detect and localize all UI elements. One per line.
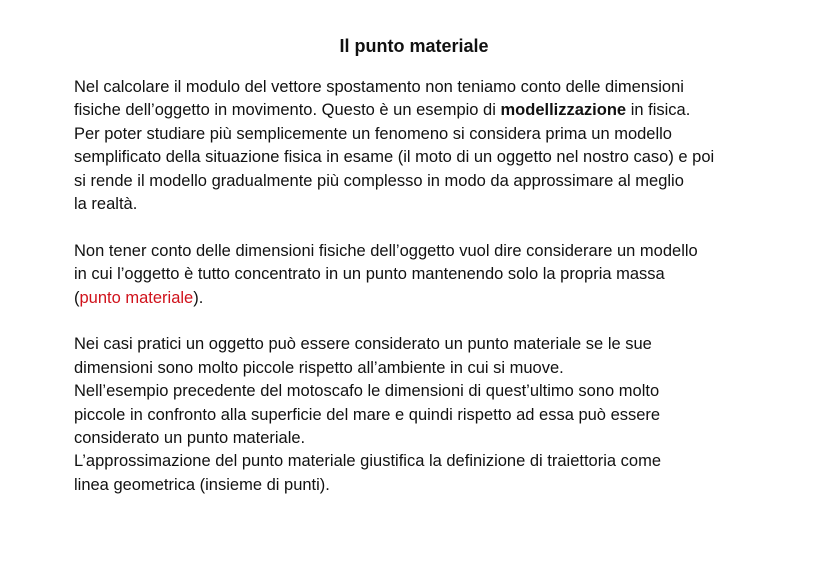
text-line: L’approssimazione del punto materiale giustifica la definizione di traiettoria come (74, 452, 661, 471)
text-line: linea geometrica (insieme di punti). (74, 475, 330, 494)
text-segment: ). (193, 288, 204, 307)
text-segment: in fisica. (626, 101, 691, 120)
text-line: Nei casi pratici un oggetto può essere considerato un punto materiale se le sue (74, 335, 652, 354)
text-line: in cui l’oggetto è tutto concentrato in un punto mantenendo solo la propria massa (74, 265, 665, 284)
text-line (74, 287, 794, 310)
text-line: semplificato della situazione fisica in esame (il moto di un oggetto nel nostro caso) e poi (74, 148, 715, 167)
text-line: considerato un punto materiale. (74, 429, 306, 448)
text-line (74, 99, 794, 122)
text-line: Nel calcolare il modulo del vettore spostamento non teniamo conto delle dimensioni (74, 78, 684, 96)
text-segment: fisiche dell’oggetto in movimento. Questo è un esempio di (74, 101, 501, 120)
text-line: Nell’esempio precedente del motoscafo le dimensioni di quest’ultimo sono molto (74, 382, 660, 401)
highlighted-term-punto-materiale: punto materiale (79, 288, 194, 307)
text-segment: ( (74, 288, 80, 307)
text-line: la realtà. (74, 195, 138, 214)
paragraph-casi-pratici (74, 333, 794, 497)
slide-body (74, 76, 794, 497)
text-line: si rende il modello gradualmente più complesso in modo da approssimare al meglio (74, 171, 684, 190)
paragraph-gap (74, 216, 794, 239)
text-line: Non tener conto delle dimensioni fisiche dell’oggetto vuol dire considerare un modello (74, 241, 698, 260)
bold-term-modellizzazione: modellizzazione (500, 101, 627, 120)
text-line: Per poter studiare più semplicemente un fenomeno si considera prima un modello (74, 124, 672, 143)
text-line: piccole in confronto alla superficie del mare e quindi rispetto ad essa può essere (74, 405, 661, 424)
paragraph-gap (74, 310, 794, 333)
slide-title: Il punto materiale (339, 36, 489, 56)
paragraph-punto-materiale-definition (74, 240, 794, 310)
paragraph-modellizzazione (74, 76, 794, 216)
text-line: dimensioni sono molto piccole rispetto all’ambiente in cui si muove. (74, 358, 564, 377)
